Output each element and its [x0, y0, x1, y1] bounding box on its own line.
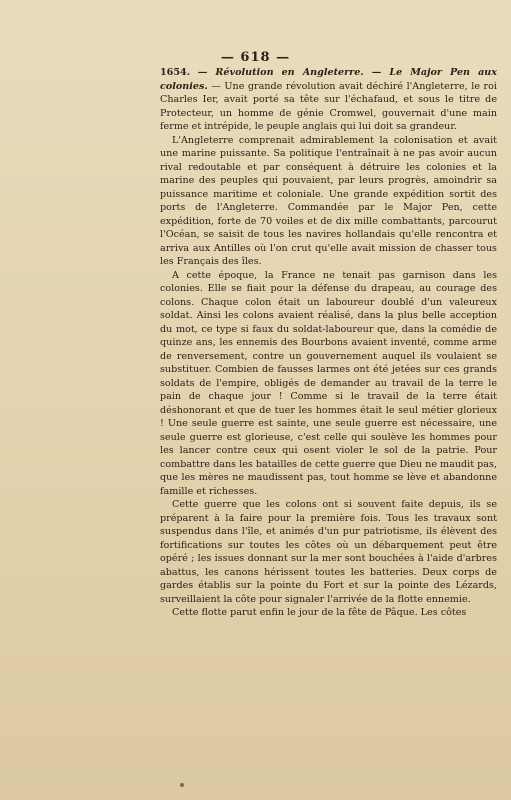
paragraph: Cette guerre que les colons ont si souvent faite depuis, ils se préparent à la faire pour la première fois. Tous les travaux sont suspendus dans l'île, et animés d'un pur patriotisme, ils élèvent des fortifications sur toutes les côtes où un débarquement peut être opéré ; les issues donnant sur la mer sont bouchées à l'aide d'arbres abattus, les canons hérissent toutes les batteries. Deux corps de gardes établis sur la pointe du Fort et sur la pointe des Lézards, surveillaient la côte pour signaler l'arrivée de la flotte ennemie. — [160, 499, 497, 605]
ink-spot — [180, 783, 184, 787]
paragraph: A cette époque, la France ne tenait pas garnison dans les colonies. Elle se fiait pour la défense du drapeau, au courage des colons. Chaque colon était un laboureur doublé d'un valeureux soldat. Ainsi les colons avaient réalisé, dans la plus belle acception du mot, ce type si faux du soldat-laboureur que, dans la comédie de quinze ans, les ennemis des Bourbons avaient inventé, comme arme de renversement, contre un gouvernement auquel ils voulaient se substituer. Combien de fausses larmes ont été jetées sur ces grands soldats de l'empire, obligés de demander au travail de la terre le pain de chaque jour ! Comme si le travail de la terre était déshonorant et que de tuer les hommes était le seul métier glorieux ! Une seule guerre est sainte, une seule guerre est nécessaire, une seule guerre est glorieuse, c'est celle qui soulève les hommes pour les lancer contre ceux qui osent violer le sol de la patrie. Pour combattre dans les batailles de cette guerre que Dieu ne maudit pas, que les mères ne maudissent pas, tout homme se lève et abandonne famille et richesses. — [160, 269, 497, 497]
entry-paragraph — [160, 66, 497, 134]
paragraph: L'Angleterre comprenait admirablement la colonisation et avait une marine puissante. Sa politique l'entraînait à ne pas avoir aucun rival redoutable et par conséquent à détruire les colonies et la marine des peuples qui pouvaient, par leurs progrès, amoindrir sa puissance maritime et coloniale. Une grande expédition sortit des ports de l'Angleterre. Commandée par le Major Pen, cette expédition, forte de 70 voiles et de dix mille combattants, parcourut l'Océan, se saisit de tous les navires hollandais qu'elle rencontra et arriva aux Antilles où l'on crut qu'elle avait mission de chasser tous les Français des îles. — [160, 134, 497, 267]
page-text — [160, 66, 497, 620]
entry-intro: — Une grande révolution avait déchiré l'Angleterre, le roi Charles Ier, avait porté sa tête sur l'échafaud, et sous le titre de Protecteur, un homme de génie Cromwel, gouvernait d'une main ferme et intrépide, le peuple anglais qui lui doit sa grandeur. — [160, 80, 497, 132]
page-number: — 618 — — [220, 50, 291, 65]
entry-title: — Révolution en Angleterre. — Le Major Pen aux colonies. — [160, 67, 497, 92]
entry-year: 1654. — [160, 67, 191, 78]
paragraph: Cette flotte parut enfin le jour de la fête de Pâque. Les côtes — [172, 607, 467, 618]
